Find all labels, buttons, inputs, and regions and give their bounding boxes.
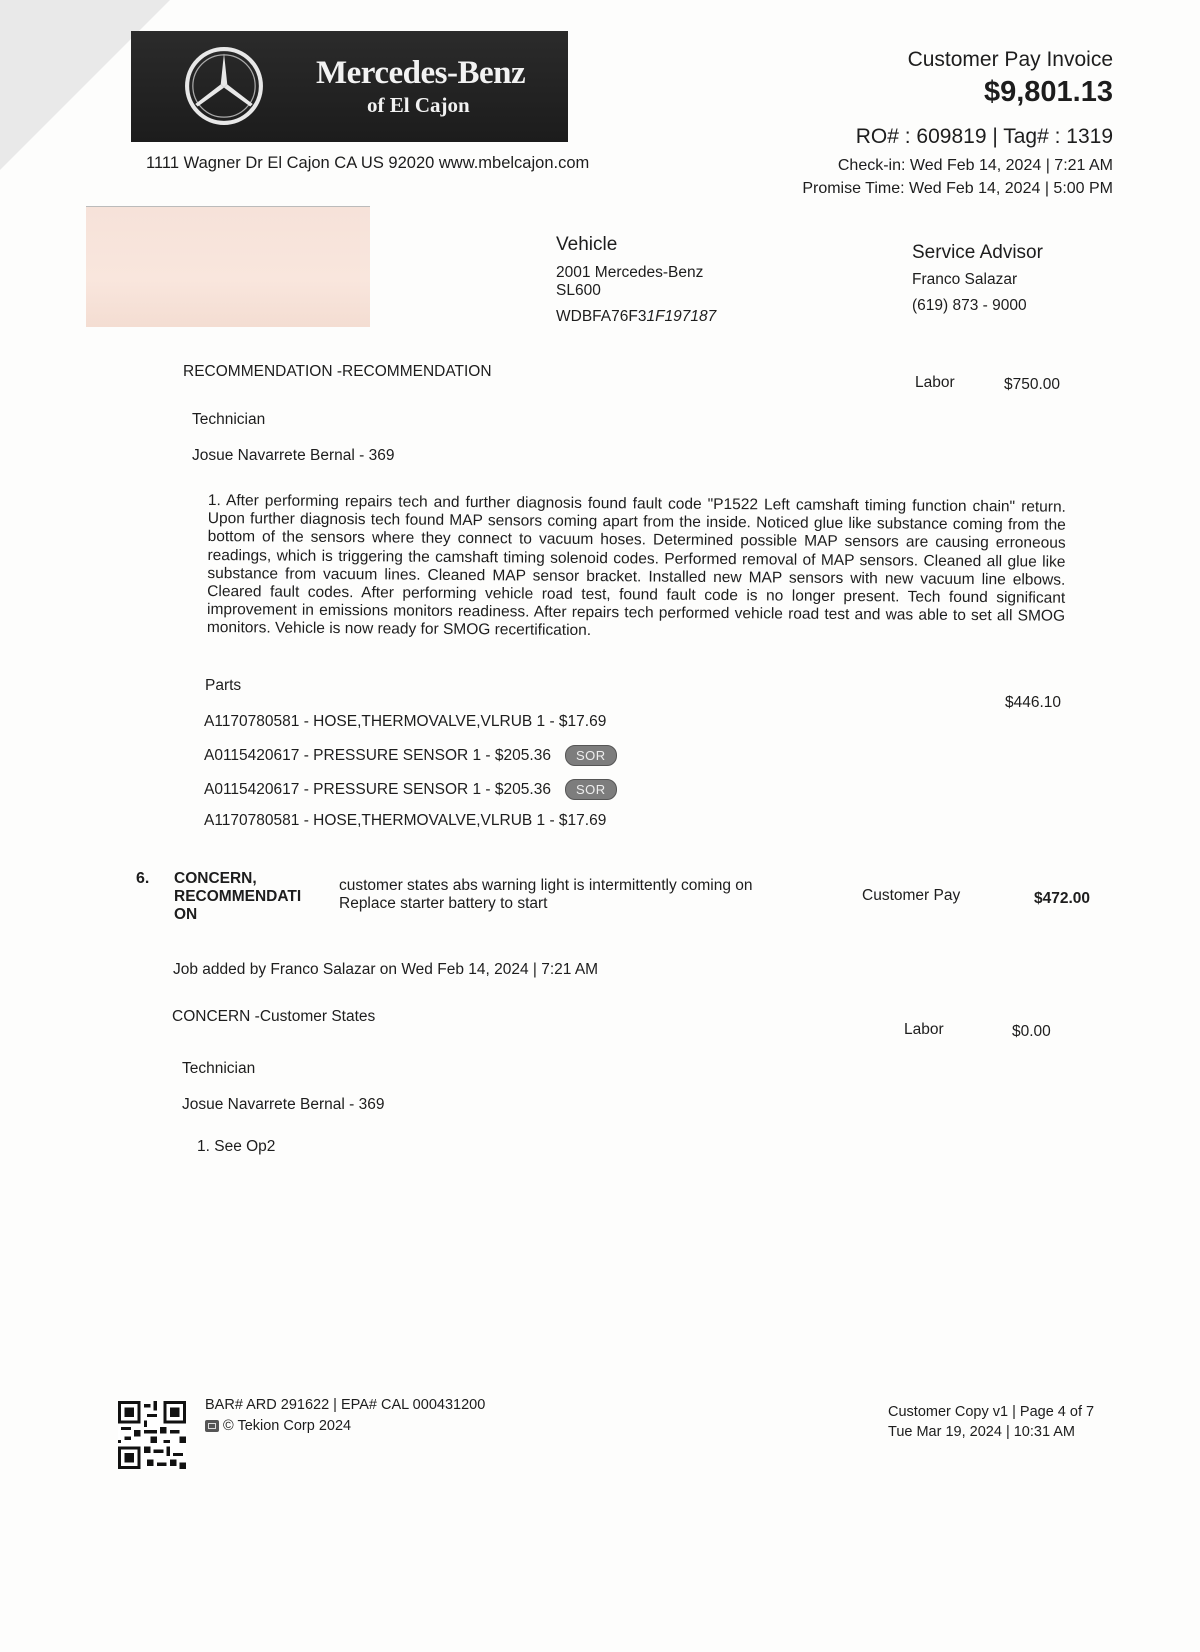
- logo-location: of El Cajon: [367, 93, 470, 117]
- part-line: A0115420617 - PRESSURE SENSOR 1 - $205.36 SOR: [204, 745, 617, 766]
- part-line: A0115420617 - PRESSURE SENSOR 1 - $205.36 SOR: [204, 779, 617, 800]
- vehicle-make: 2001 Mercedes-Benz: [556, 264, 704, 281]
- sor-badge: SOR: [565, 779, 617, 800]
- advisor-name: Franco Salazar: [912, 271, 1018, 288]
- redacted-customer-info: [86, 206, 370, 327]
- mercedes-star-icon: [183, 45, 265, 127]
- recommendation-labor-label: Labor: [915, 374, 955, 391]
- technician-heading: Technician: [192, 411, 266, 428]
- checkin-time: Check-in: Wed Feb 14, 2024 | 7:21 AM: [837, 157, 1113, 174]
- vin-suffix: 1F197187: [646, 308, 717, 325]
- advisor-heading: Service Advisor: [912, 242, 1043, 263]
- ro-tag-number: RO# : 609819 | Tag# : 1319: [855, 125, 1113, 148]
- vin-prefix: WDBFA76F3: [556, 308, 647, 325]
- qr-code-icon: [118, 1401, 186, 1469]
- concern-labor-value: $0.00: [1012, 1023, 1051, 1040]
- concern-step: 1. See Op2: [197, 1138, 276, 1155]
- sor-badge: SOR: [565, 745, 617, 766]
- parts-heading: Parts: [205, 677, 242, 694]
- job-description: customer states abs warning light is intermittently coming on Replace starter battery to start: [339, 877, 753, 912]
- print-date: Tue Mar 19, 2024 | 10:31 AM: [888, 1424, 1076, 1440]
- concern-technician-name: Josue Navarrete Bernal - 369: [182, 1096, 385, 1113]
- part-line: A1170780581 - HOSE,THERMOVALVE,VLRUB 1 - $17.69: [204, 812, 607, 829]
- vehicle-model: SL600: [556, 282, 601, 299]
- technician-name: Josue Navarrete Bernal - 369: [192, 447, 395, 464]
- advisor-phone: (619) 873 - 9000: [912, 297, 1027, 314]
- concern-title: CONCERN -Customer States: [172, 1008, 376, 1025]
- job-added-by: Job added by Franco Salazar on Wed Feb 14, 2024 | 7:21 AM: [173, 961, 599, 978]
- invoice-title: Customer Pay Invoice: [907, 48, 1113, 71]
- job-number: 6.: [136, 870, 150, 887]
- recommendation-title: RECOMMENDATION -RECOMMENDATION: [183, 363, 492, 380]
- dealer-logo: [131, 31, 568, 142]
- vehicle-heading: Vehicle: [556, 234, 618, 255]
- promise-time: Promise Time: Wed Feb 14, 2024 | 5:00 PM: [802, 180, 1113, 197]
- concern-technician-heading: Technician: [182, 1060, 256, 1077]
- job-type: CONCERN, RECOMMENDATI ON: [174, 870, 302, 923]
- recommendation-description: 1. After performing repairs tech and further diagnosis found fault code "P1522 Left camshaft timing function chain" return. Upon further diagnosis tech found MAP sensors coming apart from the inside. Noticed glue like substance coming from the bottom of the sensors where they connect to vacuum hoses. Determined possible MAP sensors are causing erroneous readings, which is triggering the camshaft timing solenoid codes. Performed removal of MAP sensors. Cleaned all glue like substance from vacuum lines. Cleaned MAP sensor bracket. Installed new MAP sensors with new vacuum line elbows. Cleared fault codes. After performing vehicle road test, found fault code is no longer present. Tech found significant improvement in emissions monitors readiness. After repairs tech performed vehicle road test and was able to set all SMOG monitors. Vehicle is now ready for SMOG recertification.: [206, 492, 1066, 640]
- job-pay-value: $472.00: [1034, 890, 1091, 907]
- vehicle-vin: [556, 308, 716, 326]
- page-info: Customer Copy v1 | Page 4 of 7: [888, 1404, 1095, 1420]
- tekion-logo-icon: [205, 1420, 219, 1432]
- job-pay-label: Customer Pay: [862, 887, 961, 904]
- dealer-address: 1111 Wagner Dr El Cajon CA US 92020 www.mbelcajon.com: [146, 154, 590, 172]
- copyright-line: [205, 1418, 351, 1434]
- recommendation-labor-value: $750.00: [1004, 376, 1061, 393]
- bar-epa-numbers: BAR# ARD 291622 | EPA# CAL 000431200: [205, 1397, 486, 1413]
- part-line: A1170780581 - HOSE,THERMOVALVE,VLRUB 1 - $17.69: [204, 713, 607, 730]
- copyright-text: © Tekion Corp 2024: [223, 1418, 352, 1434]
- invoice-total: $9,801.13: [983, 76, 1113, 108]
- logo-brand: Mercedes-Benz: [316, 55, 526, 91]
- concern-labor-label: Labor: [904, 1021, 944, 1038]
- parts-total: $446.10: [1005, 694, 1062, 711]
